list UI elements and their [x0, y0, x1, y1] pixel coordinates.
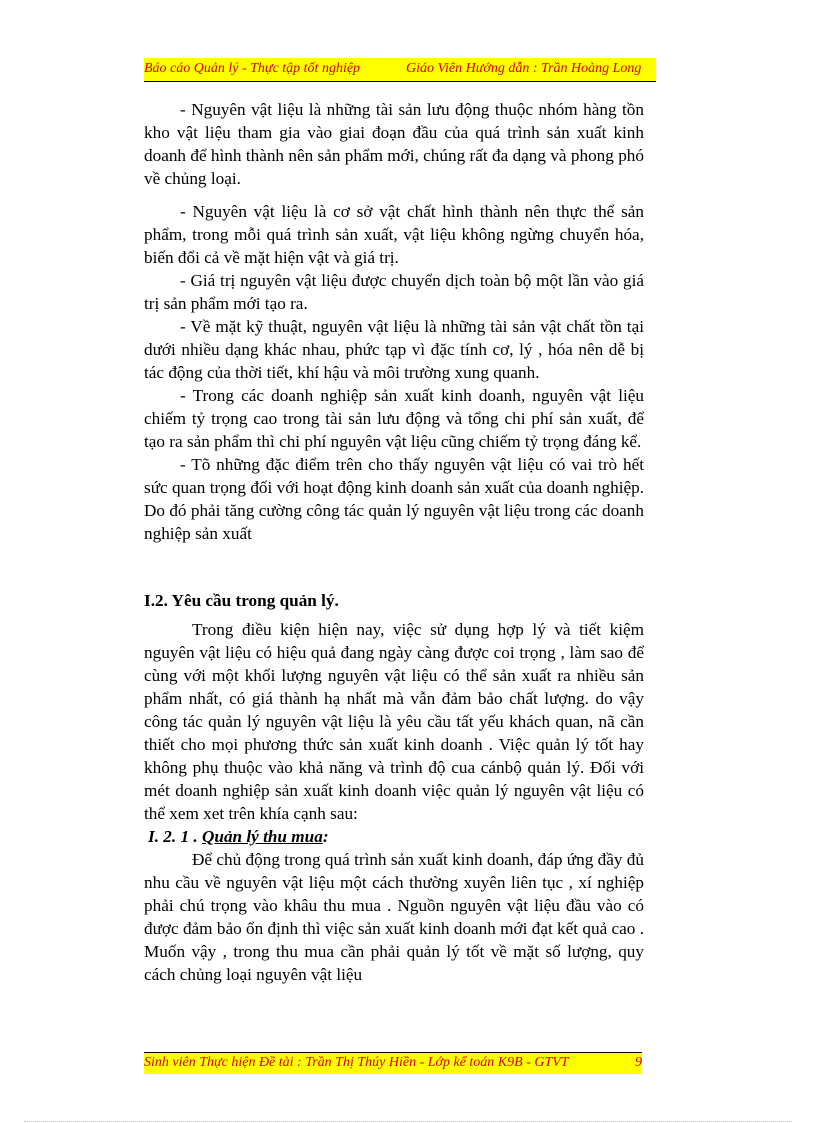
subsection-number: I. 2. 1 . [148, 827, 202, 846]
paragraph-3: - Giá trị nguyên vật liệu được chuyển dịch toàn bộ một lần vào giá trị sản phẩm mới tạo ra. [144, 271, 644, 313]
section-heading: I.2. Yêu cầu trong quản lý. [144, 591, 339, 610]
page-number: 9 [635, 1055, 642, 1070]
subsection-title: Quản lý thu mua [201, 827, 323, 846]
header-advisor: Giáo Viên Hướng dẫn : Trần Hoàng Long [406, 61, 642, 76]
subsection-heading [144, 825, 644, 848]
page-footer [144, 1052, 642, 1074]
paragraph-6: - Tõ những đặc điểm trên cho thấy nguyên vật liệu có vai trò hết sức quan trọng đối với hoạt động kinh doanh sản xuất của doanh nghiệp. Do đó phải tăng cường công tác quản lý nguyên vật liệu trong các doanh nghiệp sản xuất [144, 455, 644, 543]
paragraph-5: - Trong các doanh nghiệp sản xuất kinh doanh, nguyên vật liệu chiếm tỷ trọng cao trong tài sản lưu động và tổng chi phí sản xuất, để tạo ra sản phẩm thì chi phí nguyên vật liệu cũng chiếm tỷ trọng đáng kể. [144, 386, 644, 451]
footer-author: Sinh viên Thực hiện Đề tài : Trần Thị Thúy Hiền - Lớp kế toán K9B - GTVT [144, 1055, 569, 1070]
page-bottom-border [24, 1121, 792, 1122]
paragraph-1: - Nguyên vật liệu là những tài sản lưu động thuộc nhóm hàng tồn kho vật liệu tham gia vào giai đoạn đầu của quá trình sản xuất kinh doanh để hình thành nên sản phẩm mới, chúng rất đa dạng và phong phó về chủng loại. [144, 100, 644, 188]
page-header [144, 58, 656, 82]
page-content [144, 98, 644, 986]
paragraph-8: Để chủ động trong quá trình sản xuất kinh doanh, đáp ứng đầy đủ nhu cầu về nguyên vật liệu một cách thường xuyên liên tục , xí nghiệp phải chú trọng vào khâu thu mua . Nguồn nguyên vật liệu đầu vào có được đảm bảo ổn định thì việc sản xuất kinh doanh mới đạt kết quả cao . Muốn vậy , trong thu mua cần phải quản lý tốt về mặt số lượng, quy cách chủng loại nguyên vật liệu [144, 850, 644, 984]
header-report-title: Báo cáo Quản lý - Thực tập tốt nghiệp [144, 61, 361, 76]
paragraph-2: - Nguyên vật liệu là cơ sở vật chất hình thành nên thực thể sản phẩm, trong mỗi quá trình sản xuất, vật liệu không ngừng chuyển hóa, biến đổi cả về mặt hiện vật và giá trị. [144, 202, 644, 267]
paragraph-7: Trong điều kiện hiện nay, việc sử dụng hợp lý và tiết kiệm nguyên vật liệu có hiệu quả đang ngày càng được coi trọng , làm sao để cùng với một khối lượng nguyên vật liệu có thể sản xuất ra nhiều sản phẩm nhất, có giá thành hạ nhất mà vẫn đảm bảo chất lượng. do vậy công tác quản lý nguyên vật liệu là yêu cầu tất yếu khách quan, nã cần thiết cho mọi phương thức sản xuất kinh doanh . Việc quản lý tốt hay không phụ thuộc vào khả năng và trình độ cua cánbộ quản lý. Đối với mét doanh nghiệp sản xuất kinh doanh việc quản lý nguyên vật liệu có thể xem xet trên khía cạnh sau: [144, 620, 644, 823]
paragraph-4: - Về mặt kỹ thuật, nguyên vật liệu là những tài sản vật chất tồn tại dưới nhiều dạng khác nhau, phức tạp vì đặc tính cơ, lý , hóa nên dễ bị tác động của thời tiết, khí hậu và môi trường xung quanh. [144, 317, 644, 382]
subsection-colon: : [322, 827, 329, 846]
